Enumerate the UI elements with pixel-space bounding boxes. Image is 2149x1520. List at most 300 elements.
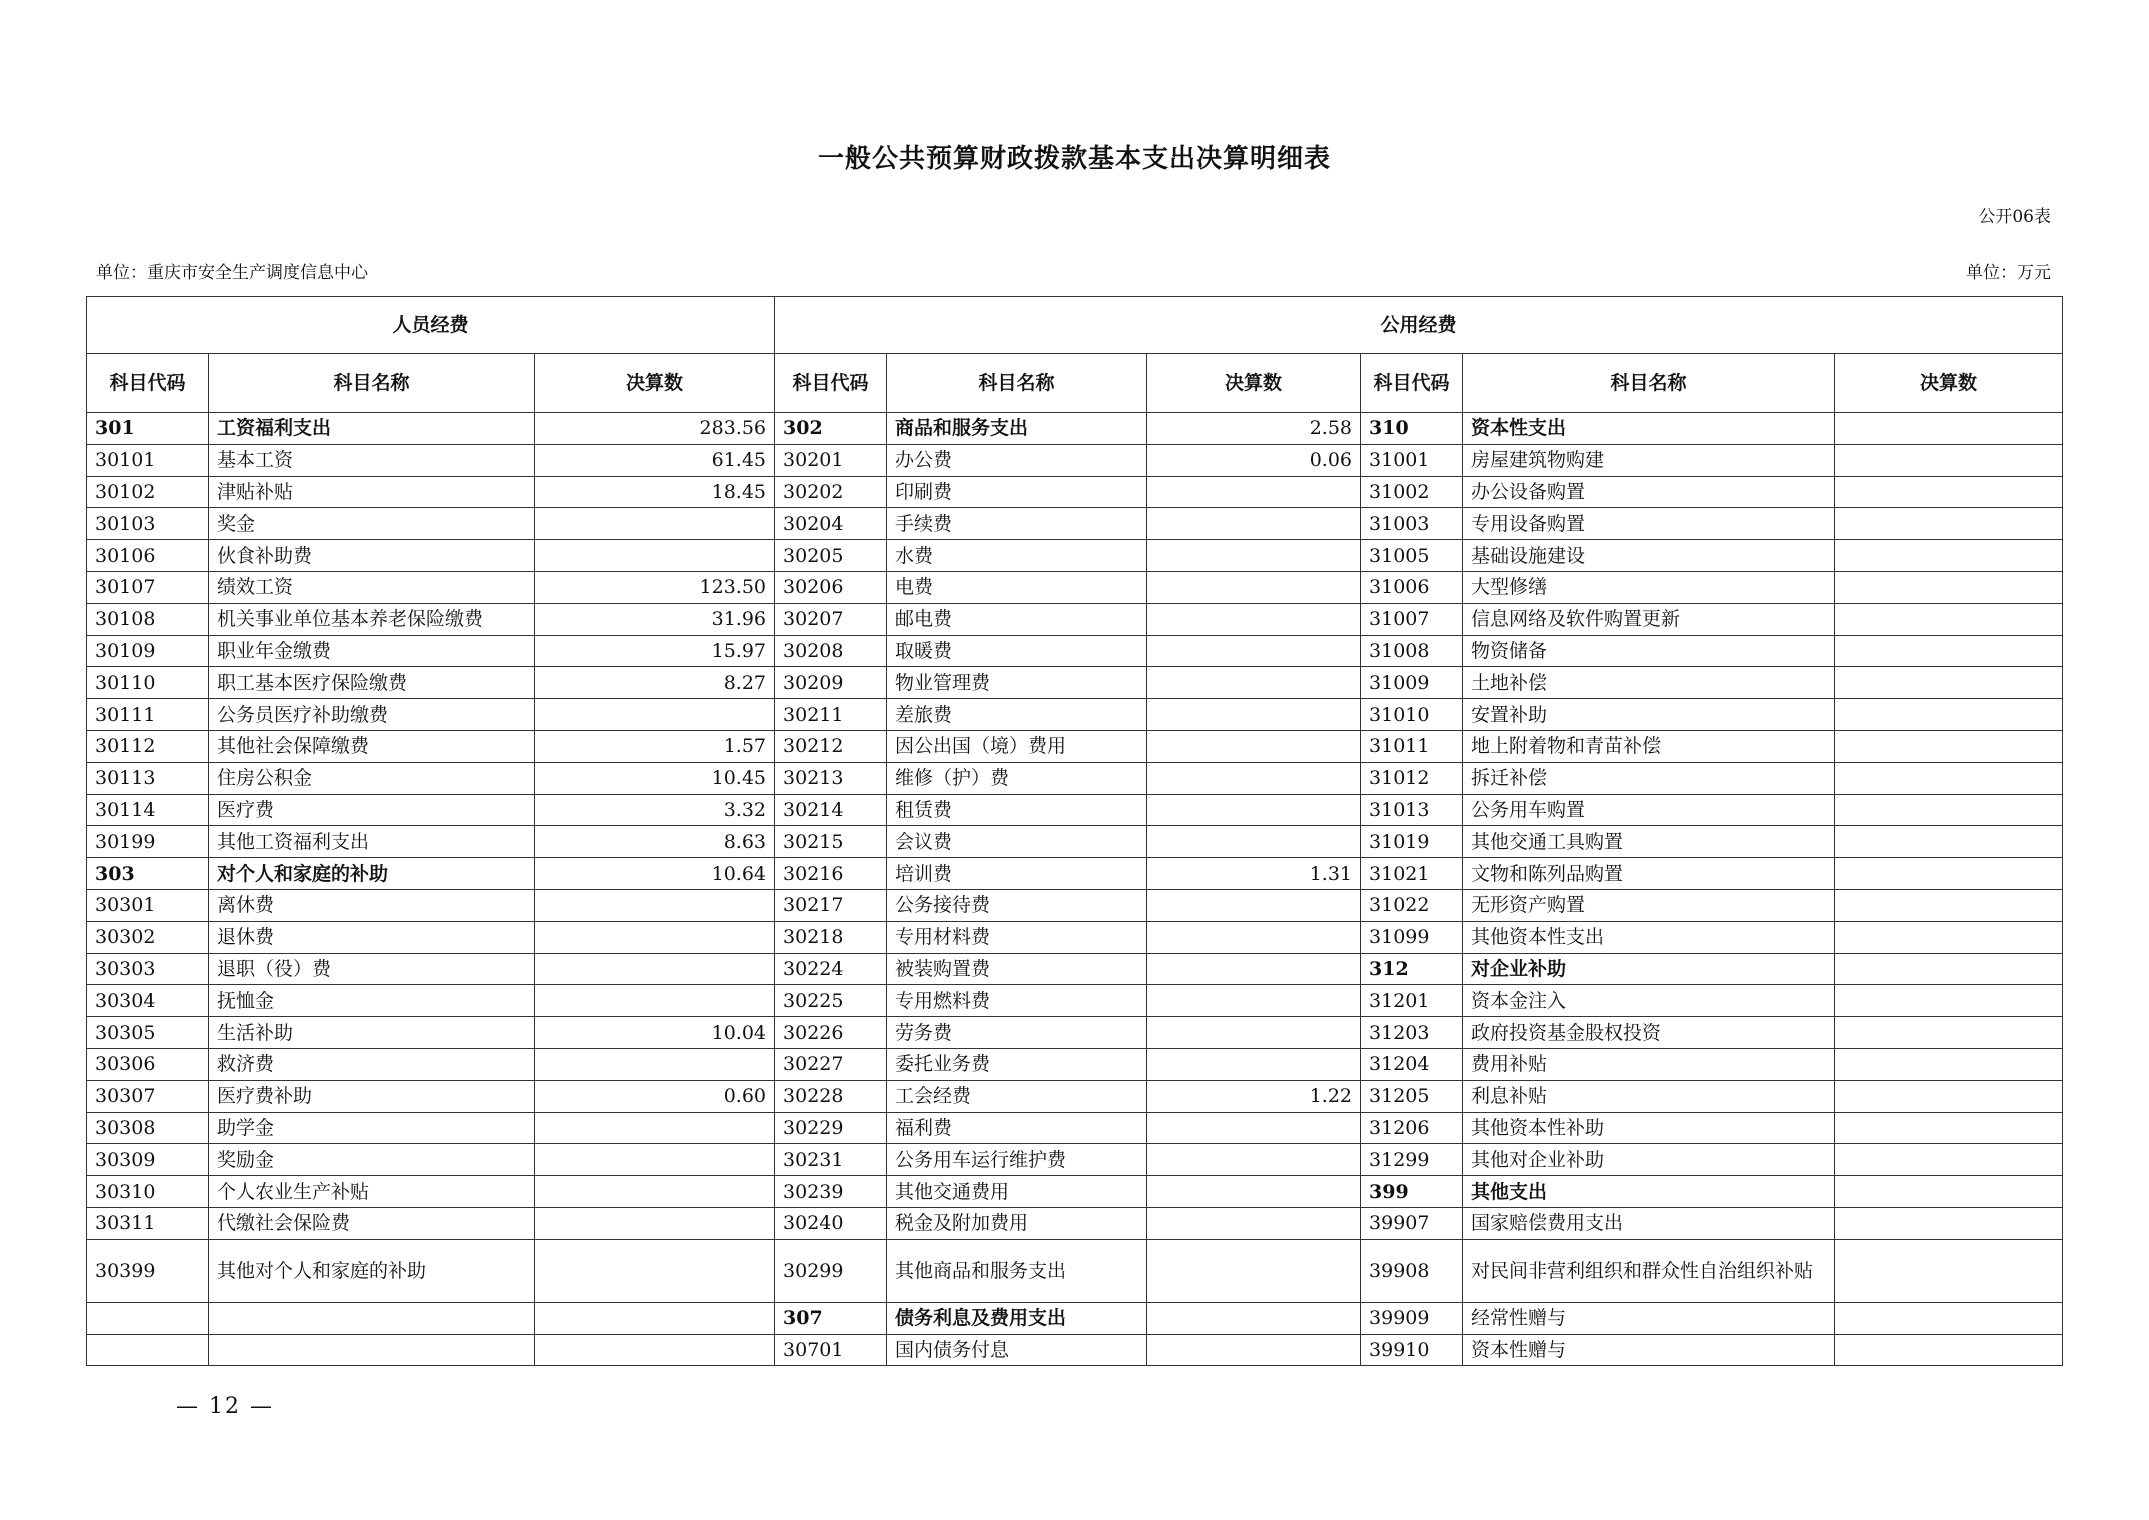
personnel-code-cell: 30108 bbox=[87, 603, 209, 635]
table-row bbox=[87, 1017, 2063, 1049]
table-row bbox=[87, 921, 2063, 953]
capital-code-cell: 31099 bbox=[1361, 921, 1463, 953]
goods-value-cell bbox=[1147, 1239, 1361, 1302]
table-row bbox=[87, 858, 2063, 890]
goods-value-cell bbox=[1147, 571, 1361, 603]
goods-code-cell: 30205 bbox=[775, 540, 887, 572]
table-body bbox=[87, 413, 2063, 1366]
capital-code-cell: 31011 bbox=[1361, 730, 1463, 762]
goods-code-cell: 30216 bbox=[775, 858, 887, 890]
capital-code-cell: 31008 bbox=[1361, 635, 1463, 667]
goods-name-cell: 公务接待费 bbox=[887, 889, 1147, 921]
personnel-name-cell: 医疗费 bbox=[209, 794, 535, 826]
page-number: — 12 — bbox=[176, 1394, 274, 1419]
capital-code-cell: 31022 bbox=[1361, 889, 1463, 921]
personnel-code-cell: 30304 bbox=[87, 985, 209, 1017]
goods-name-cell: 办公费 bbox=[887, 444, 1147, 476]
col-header-code: 科目代码 bbox=[1361, 354, 1463, 413]
table-row bbox=[87, 1080, 2063, 1112]
personnel-code-cell: 30111 bbox=[87, 699, 209, 731]
goods-value-cell bbox=[1147, 1207, 1361, 1239]
goods-value-cell bbox=[1147, 794, 1361, 826]
personnel-value-cell bbox=[535, 1334, 775, 1366]
goods-code-cell: 30211 bbox=[775, 699, 887, 731]
capital-name-cell: 信息网络及软件购置更新 bbox=[1463, 603, 1835, 635]
capital-value-cell bbox=[1835, 1080, 2063, 1112]
page-title: 一般公共预算财政拨款基本支出决算明细表 bbox=[817, 144, 1331, 174]
personnel-code-cell: 30112 bbox=[87, 730, 209, 762]
capital-value-cell bbox=[1835, 762, 2063, 794]
capital-name-cell: 资本性支出 bbox=[1463, 413, 1835, 445]
capital-value-cell bbox=[1835, 1048, 2063, 1080]
table-row bbox=[87, 794, 2063, 826]
capital-name-cell: 地上附着物和青苗补偿 bbox=[1463, 730, 1835, 762]
table-row bbox=[87, 413, 2063, 445]
table-row bbox=[87, 889, 2063, 921]
col-header-value: 决算数 bbox=[535, 354, 775, 413]
capital-code-cell: 31006 bbox=[1361, 571, 1463, 603]
capital-value-cell bbox=[1835, 1112, 2063, 1144]
personnel-name-cell: 机关事业单位基本养老保险缴费 bbox=[209, 603, 535, 635]
reporting-unit: 单位：重庆市安全生产调度信息中心 bbox=[96, 263, 368, 283]
table-row bbox=[87, 1207, 2063, 1239]
table-row bbox=[87, 1112, 2063, 1144]
goods-value-cell bbox=[1147, 1017, 1361, 1049]
capital-name-cell: 经常性赠与 bbox=[1463, 1302, 1835, 1334]
capital-name-cell: 房屋建筑物购建 bbox=[1463, 444, 1835, 476]
capital-code-cell: 31009 bbox=[1361, 667, 1463, 699]
capital-value-cell bbox=[1835, 1144, 2063, 1176]
capital-value-cell bbox=[1835, 889, 2063, 921]
capital-name-cell: 公务用车购置 bbox=[1463, 794, 1835, 826]
personnel-name-cell: 其他社会保障缴费 bbox=[209, 730, 535, 762]
capital-value-cell bbox=[1835, 413, 2063, 445]
personnel-name-cell: 退职（役）费 bbox=[209, 953, 535, 985]
goods-name-cell: 会议费 bbox=[887, 826, 1147, 858]
goods-name-cell: 印刷费 bbox=[887, 476, 1147, 508]
table-row bbox=[87, 699, 2063, 731]
capital-value-cell bbox=[1835, 953, 2063, 985]
capital-value-cell bbox=[1835, 826, 2063, 858]
capital-name-cell: 其他资本性补助 bbox=[1463, 1112, 1835, 1144]
capital-code-cell: 39908 bbox=[1361, 1239, 1463, 1302]
capital-code-cell: 31001 bbox=[1361, 444, 1463, 476]
personnel-name-cell: 津贴补贴 bbox=[209, 476, 535, 508]
personnel-name-cell bbox=[209, 1334, 535, 1366]
col-header-name: 科目名称 bbox=[209, 354, 535, 413]
capital-name-cell: 费用补贴 bbox=[1463, 1048, 1835, 1080]
goods-code-cell: 30240 bbox=[775, 1207, 887, 1239]
goods-name-cell: 公务用车运行维护费 bbox=[887, 1144, 1147, 1176]
capital-value-cell bbox=[1835, 603, 2063, 635]
personnel-value-cell: 10.45 bbox=[535, 762, 775, 794]
capital-name-cell: 其他交通工具购置 bbox=[1463, 826, 1835, 858]
col-header-code: 科目代码 bbox=[775, 354, 887, 413]
capital-code-cell: 31010 bbox=[1361, 699, 1463, 731]
personnel-value-cell bbox=[535, 985, 775, 1017]
goods-value-cell bbox=[1147, 1334, 1361, 1366]
capital-name-cell: 物资储备 bbox=[1463, 635, 1835, 667]
table-row bbox=[87, 1176, 2063, 1208]
personnel-code-cell: 30109 bbox=[87, 635, 209, 667]
capital-code-cell: 31203 bbox=[1361, 1017, 1463, 1049]
capital-value-cell bbox=[1835, 444, 2063, 476]
goods-value-cell bbox=[1147, 826, 1361, 858]
table-row bbox=[87, 1302, 2063, 1334]
capital-name-cell: 办公设备购置 bbox=[1463, 476, 1835, 508]
goods-name-cell: 福利费 bbox=[887, 1112, 1147, 1144]
capital-code-cell: 31002 bbox=[1361, 476, 1463, 508]
goods-value-cell bbox=[1147, 1048, 1361, 1080]
capital-code-cell: 31206 bbox=[1361, 1112, 1463, 1144]
goods-name-cell: 专用燃料费 bbox=[887, 985, 1147, 1017]
personnel-code-cell: 30399 bbox=[87, 1239, 209, 1302]
goods-code-cell: 30212 bbox=[775, 730, 887, 762]
table-row bbox=[87, 985, 2063, 1017]
table-row bbox=[87, 1334, 2063, 1366]
personnel-name-cell: 职工基本医疗保险缴费 bbox=[209, 667, 535, 699]
goods-name-cell: 国内债务付息 bbox=[887, 1334, 1147, 1366]
goods-code-cell: 30214 bbox=[775, 794, 887, 826]
personnel-name-cell: 绩效工资 bbox=[209, 571, 535, 603]
personnel-value-cell bbox=[535, 1176, 775, 1208]
personnel-code-cell: 30113 bbox=[87, 762, 209, 794]
capital-name-cell: 无形资产购置 bbox=[1463, 889, 1835, 921]
capital-code-cell: 31019 bbox=[1361, 826, 1463, 858]
capital-name-cell: 对企业补助 bbox=[1463, 953, 1835, 985]
goods-value-cell bbox=[1147, 1176, 1361, 1208]
goods-name-cell: 劳务费 bbox=[887, 1017, 1147, 1049]
goods-name-cell: 物业管理费 bbox=[887, 667, 1147, 699]
goods-code-cell: 30209 bbox=[775, 667, 887, 699]
capital-code-cell: 39910 bbox=[1361, 1334, 1463, 1366]
goods-code-cell: 30201 bbox=[775, 444, 887, 476]
goods-code-cell: 302 bbox=[775, 413, 887, 445]
table-row bbox=[87, 730, 2063, 762]
table-row bbox=[87, 476, 2063, 508]
goods-value-cell bbox=[1147, 667, 1361, 699]
goods-code-cell: 30218 bbox=[775, 921, 887, 953]
goods-name-cell: 债务利息及费用支出 bbox=[887, 1302, 1147, 1334]
table-row bbox=[87, 1239, 2063, 1302]
goods-value-cell: 1.31 bbox=[1147, 858, 1361, 890]
col-header-code: 科目代码 bbox=[87, 354, 209, 413]
personnel-code-cell: 30306 bbox=[87, 1048, 209, 1080]
capital-name-cell: 土地补偿 bbox=[1463, 667, 1835, 699]
personnel-code-cell: 30302 bbox=[87, 921, 209, 953]
personnel-code-cell: 30199 bbox=[87, 826, 209, 858]
col-header-value: 决算数 bbox=[1835, 354, 2063, 413]
goods-code-cell: 30231 bbox=[775, 1144, 887, 1176]
personnel-code-cell: 30309 bbox=[87, 1144, 209, 1176]
goods-name-cell: 差旅费 bbox=[887, 699, 1147, 731]
personnel-name-cell bbox=[209, 1302, 535, 1334]
personnel-value-cell: 0.60 bbox=[535, 1080, 775, 1112]
personnel-value-cell bbox=[535, 508, 775, 540]
goods-value-cell bbox=[1147, 635, 1361, 667]
col-header-value: 决算数 bbox=[1147, 354, 1361, 413]
personnel-value-cell bbox=[535, 540, 775, 572]
personnel-value-cell: 8.63 bbox=[535, 826, 775, 858]
goods-value-cell bbox=[1147, 762, 1361, 794]
goods-code-cell: 30206 bbox=[775, 571, 887, 603]
capital-name-cell: 拆迁补偿 bbox=[1463, 762, 1835, 794]
capital-code-cell: 39907 bbox=[1361, 1207, 1463, 1239]
personnel-code-cell: 30101 bbox=[87, 444, 209, 476]
personnel-code-cell: 30102 bbox=[87, 476, 209, 508]
goods-name-cell: 水费 bbox=[887, 540, 1147, 572]
personnel-name-cell: 医疗费补助 bbox=[209, 1080, 535, 1112]
goods-code-cell: 307 bbox=[775, 1302, 887, 1334]
personnel-value-cell: 10.04 bbox=[535, 1017, 775, 1049]
capital-code-cell: 399 bbox=[1361, 1176, 1463, 1208]
goods-name-cell: 取暖费 bbox=[887, 635, 1147, 667]
capital-value-cell bbox=[1835, 1176, 2063, 1208]
personnel-value-cell bbox=[535, 889, 775, 921]
goods-code-cell: 30217 bbox=[775, 889, 887, 921]
goods-value-cell bbox=[1147, 603, 1361, 635]
capital-code-cell: 31012 bbox=[1361, 762, 1463, 794]
table-row bbox=[87, 1144, 2063, 1176]
personnel-value-cell: 18.45 bbox=[535, 476, 775, 508]
goods-name-cell: 其他商品和服务支出 bbox=[887, 1239, 1147, 1302]
capital-name-cell: 资本金注入 bbox=[1463, 985, 1835, 1017]
goods-code-cell: 30225 bbox=[775, 985, 887, 1017]
personnel-code-cell: 303 bbox=[87, 858, 209, 890]
table-row bbox=[87, 826, 2063, 858]
table-row bbox=[87, 762, 2063, 794]
capital-name-cell: 安置补助 bbox=[1463, 699, 1835, 731]
table-row bbox=[87, 635, 2063, 667]
personnel-code-cell: 30311 bbox=[87, 1207, 209, 1239]
personnel-value-cell bbox=[535, 1302, 775, 1334]
personnel-name-cell: 奖励金 bbox=[209, 1144, 535, 1176]
capital-name-cell: 其他对企业补助 bbox=[1463, 1144, 1835, 1176]
capital-name-cell: 政府投资基金股权投资 bbox=[1463, 1017, 1835, 1049]
personnel-code-cell bbox=[87, 1302, 209, 1334]
capital-name-cell: 利息补贴 bbox=[1463, 1080, 1835, 1112]
col-header-name: 科目名称 bbox=[887, 354, 1147, 413]
capital-name-cell: 国家赔偿费用支出 bbox=[1463, 1207, 1835, 1239]
capital-value-cell bbox=[1835, 858, 2063, 890]
personnel-value-cell bbox=[535, 1144, 775, 1176]
capital-code-cell: 310 bbox=[1361, 413, 1463, 445]
personnel-name-cell: 其他对个人和家庭的补助 bbox=[209, 1239, 535, 1302]
personnel-code-cell: 30303 bbox=[87, 953, 209, 985]
form-number: 公开06表 bbox=[1978, 207, 2051, 227]
goods-code-cell: 30204 bbox=[775, 508, 887, 540]
goods-value-cell bbox=[1147, 921, 1361, 953]
capital-name-cell: 专用设备购置 bbox=[1463, 508, 1835, 540]
capital-value-cell bbox=[1835, 921, 2063, 953]
goods-value-cell bbox=[1147, 476, 1361, 508]
goods-code-cell: 30227 bbox=[775, 1048, 887, 1080]
personnel-code-cell: 30301 bbox=[87, 889, 209, 921]
goods-value-cell bbox=[1147, 985, 1361, 1017]
capital-name-cell: 其他支出 bbox=[1463, 1176, 1835, 1208]
goods-name-cell: 维修（护）费 bbox=[887, 762, 1147, 794]
personnel-value-cell: 1.57 bbox=[535, 730, 775, 762]
goods-code-cell: 30207 bbox=[775, 603, 887, 635]
personnel-code-cell: 30103 bbox=[87, 508, 209, 540]
goods-code-cell: 30239 bbox=[775, 1176, 887, 1208]
capital-code-cell: 31005 bbox=[1361, 540, 1463, 572]
capital-value-cell bbox=[1835, 985, 2063, 1017]
goods-name-cell: 手续费 bbox=[887, 508, 1147, 540]
capital-value-cell bbox=[1835, 699, 2063, 731]
personnel-code-cell: 30110 bbox=[87, 667, 209, 699]
personnel-code-cell: 30307 bbox=[87, 1080, 209, 1112]
goods-value-cell bbox=[1147, 1302, 1361, 1334]
personnel-name-cell: 工资福利支出 bbox=[209, 413, 535, 445]
table-row bbox=[87, 953, 2063, 985]
goods-code-cell: 30213 bbox=[775, 762, 887, 794]
goods-code-cell: 30226 bbox=[775, 1017, 887, 1049]
personnel-name-cell: 公务员医疗补助缴费 bbox=[209, 699, 535, 731]
capital-name-cell: 其他资本性支出 bbox=[1463, 921, 1835, 953]
goods-name-cell: 培训费 bbox=[887, 858, 1147, 890]
capital-value-cell bbox=[1835, 1334, 2063, 1366]
goods-name-cell: 邮电费 bbox=[887, 603, 1147, 635]
goods-value-cell: 1.22 bbox=[1147, 1080, 1361, 1112]
capital-value-cell bbox=[1835, 635, 2063, 667]
goods-code-cell: 30224 bbox=[775, 953, 887, 985]
capital-code-cell: 39909 bbox=[1361, 1302, 1463, 1334]
personnel-value-cell bbox=[535, 921, 775, 953]
personnel-value-cell: 8.27 bbox=[535, 667, 775, 699]
group-header-row bbox=[87, 297, 2063, 354]
personnel-name-cell: 职业年金缴费 bbox=[209, 635, 535, 667]
goods-value-cell bbox=[1147, 699, 1361, 731]
goods-code-cell: 30228 bbox=[775, 1080, 887, 1112]
personnel-value-cell: 61.45 bbox=[535, 444, 775, 476]
personnel-code-cell: 30107 bbox=[87, 571, 209, 603]
goods-code-cell: 30208 bbox=[775, 635, 887, 667]
personnel-name-cell: 救济费 bbox=[209, 1048, 535, 1080]
goods-name-cell: 电费 bbox=[887, 571, 1147, 603]
personnel-value-cell bbox=[535, 953, 775, 985]
personnel-name-cell: 伙食补助费 bbox=[209, 540, 535, 572]
personnel-code-cell: 30310 bbox=[87, 1176, 209, 1208]
group-personnel: 人员经费 bbox=[87, 297, 775, 354]
capital-code-cell: 31204 bbox=[1361, 1048, 1463, 1080]
col-header-name: 科目名称 bbox=[1463, 354, 1835, 413]
personnel-name-cell: 生活补助 bbox=[209, 1017, 535, 1049]
capital-value-cell bbox=[1835, 508, 2063, 540]
table-row bbox=[87, 508, 2063, 540]
capital-name-cell: 大型修缮 bbox=[1463, 571, 1835, 603]
capital-value-cell bbox=[1835, 571, 2063, 603]
table-row bbox=[87, 444, 2063, 476]
personnel-name-cell: 助学金 bbox=[209, 1112, 535, 1144]
goods-code-cell: 30215 bbox=[775, 826, 887, 858]
capital-code-cell: 31007 bbox=[1361, 603, 1463, 635]
capital-code-cell: 31205 bbox=[1361, 1080, 1463, 1112]
personnel-name-cell: 基本工资 bbox=[209, 444, 535, 476]
personnel-name-cell: 其他工资福利支出 bbox=[209, 826, 535, 858]
capital-code-cell: 31021 bbox=[1361, 858, 1463, 890]
personnel-value-cell bbox=[535, 1112, 775, 1144]
personnel-value-cell: 3.32 bbox=[535, 794, 775, 826]
goods-name-cell: 商品和服务支出 bbox=[887, 413, 1147, 445]
personnel-value-cell bbox=[535, 1239, 775, 1302]
personnel-code-cell bbox=[87, 1334, 209, 1366]
personnel-name-cell: 奖金 bbox=[209, 508, 535, 540]
goods-name-cell: 被装购置费 bbox=[887, 953, 1147, 985]
capital-value-cell bbox=[1835, 1207, 2063, 1239]
personnel-value-cell bbox=[535, 699, 775, 731]
capital-code-cell: 31013 bbox=[1361, 794, 1463, 826]
goods-value-cell bbox=[1147, 889, 1361, 921]
capital-code-cell: 31003 bbox=[1361, 508, 1463, 540]
capital-name-cell: 文物和陈列品购置 bbox=[1463, 858, 1835, 890]
goods-value-cell: 2.58 bbox=[1147, 413, 1361, 445]
table-row bbox=[87, 540, 2063, 572]
personnel-code-cell: 30106 bbox=[87, 540, 209, 572]
group-public: 公用经费 bbox=[775, 297, 2063, 354]
goods-name-cell: 因公出国（境）费用 bbox=[887, 730, 1147, 762]
personnel-value-cell: 10.64 bbox=[535, 858, 775, 890]
capital-name-cell: 资本性赠与 bbox=[1463, 1334, 1835, 1366]
expenditure-table bbox=[86, 296, 2063, 1366]
personnel-name-cell: 离休费 bbox=[209, 889, 535, 921]
capital-value-cell bbox=[1835, 1017, 2063, 1049]
table-row bbox=[87, 1048, 2063, 1080]
goods-value-cell bbox=[1147, 540, 1361, 572]
capital-value-cell bbox=[1835, 1302, 2063, 1334]
personnel-code-cell: 301 bbox=[87, 413, 209, 445]
personnel-code-cell: 30114 bbox=[87, 794, 209, 826]
capital-code-cell: 31299 bbox=[1361, 1144, 1463, 1176]
goods-name-cell: 税金及附加费用 bbox=[887, 1207, 1147, 1239]
currency-unit: 单位：万元 bbox=[1966, 263, 2051, 283]
personnel-name-cell: 抚恤金 bbox=[209, 985, 535, 1017]
capital-value-cell bbox=[1835, 476, 2063, 508]
personnel-value-cell: 283.56 bbox=[535, 413, 775, 445]
capital-value-cell bbox=[1835, 540, 2063, 572]
personnel-name-cell: 个人农业生产补贴 bbox=[209, 1176, 535, 1208]
goods-value-cell bbox=[1147, 1144, 1361, 1176]
personnel-name-cell: 退休费 bbox=[209, 921, 535, 953]
goods-value-cell bbox=[1147, 730, 1361, 762]
table-row bbox=[87, 571, 2063, 603]
capital-value-cell bbox=[1835, 794, 2063, 826]
personnel-code-cell: 30308 bbox=[87, 1112, 209, 1144]
goods-name-cell: 专用材料费 bbox=[887, 921, 1147, 953]
capital-value-cell bbox=[1835, 667, 2063, 699]
goods-code-cell: 30299 bbox=[775, 1239, 887, 1302]
goods-name-cell: 其他交通费用 bbox=[887, 1176, 1147, 1208]
table-row bbox=[87, 667, 2063, 699]
goods-value-cell bbox=[1147, 953, 1361, 985]
personnel-value-cell: 123.50 bbox=[535, 571, 775, 603]
capital-value-cell bbox=[1835, 1239, 2063, 1302]
capital-code-cell: 31201 bbox=[1361, 985, 1463, 1017]
personnel-name-cell: 住房公积金 bbox=[209, 762, 535, 794]
goods-name-cell: 租赁费 bbox=[887, 794, 1147, 826]
goods-name-cell: 工会经费 bbox=[887, 1080, 1147, 1112]
goods-code-cell: 30229 bbox=[775, 1112, 887, 1144]
capital-name-cell: 对民间非营利组织和群众性自治组织补贴 bbox=[1463, 1239, 1835, 1302]
capital-value-cell bbox=[1835, 730, 2063, 762]
personnel-name-cell: 对个人和家庭的补助 bbox=[209, 858, 535, 890]
goods-value-cell bbox=[1147, 508, 1361, 540]
personnel-value-cell bbox=[535, 1207, 775, 1239]
capital-name-cell: 基础设施建设 bbox=[1463, 540, 1835, 572]
goods-code-cell: 30202 bbox=[775, 476, 887, 508]
personnel-value-cell: 31.96 bbox=[535, 603, 775, 635]
personnel-value-cell bbox=[535, 1048, 775, 1080]
